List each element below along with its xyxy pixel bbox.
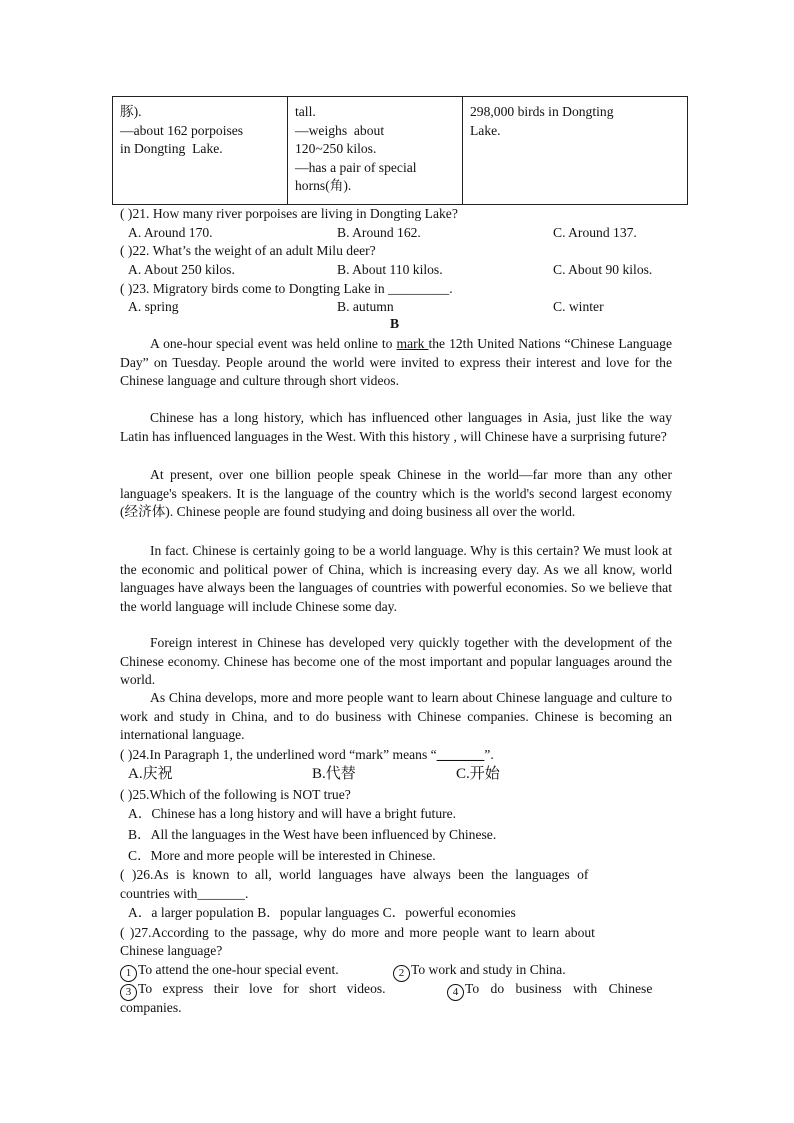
question-21-option-c[interactable]: C. Around 137. [553, 225, 637, 240]
paragraph-text: Chinese has a long history, which has influenced other languages in Asia, just like the way Latin has influenced languages in the West. With this history , will Chinese have a surprising future? [120, 410, 672, 444]
question-26-stem: ( )26.As is known to all, world languages have always been the languages of [120, 867, 589, 882]
passage-paragraph-1 [120, 335, 672, 391]
option-text: To attend the one-hour special event. [138, 962, 339, 977]
passage-paragraph-3 [120, 466, 672, 522]
info-table [112, 96, 688, 205]
section-heading: B [390, 316, 400, 331]
table-row [113, 97, 688, 205]
passage-paragraph-4 [120, 542, 672, 617]
question-24-stem [120, 746, 494, 765]
question-25-option-a[interactable]: A．Chinese has a long history and will have a bright future. [128, 806, 457, 821]
question-27-option-4[interactable] [447, 980, 652, 1001]
cell-line: —has a pair of special [295, 159, 417, 175]
question-25-option-b[interactable]: B．All the languages in the West have been influenced by Chinese. [128, 827, 497, 842]
question-25-option-c[interactable]: C．More and more people will be interested in Chinese. [128, 848, 436, 863]
paragraph-text: Foreign interest in Chinese has developed very quickly together with the development of the Chinese economy. Chinese has become one of the most important and popular languages around the world. [120, 635, 672, 688]
cell-line: 120~250 kilos. [295, 141, 377, 156]
table-cell-porpoises [113, 97, 288, 205]
cell-line: —weighs about [295, 122, 385, 138]
question-26-stem-cont: countries with_______. [120, 886, 249, 901]
cell-line: tall. [295, 104, 316, 119]
cell-line: Lake. [470, 122, 501, 138]
cell-line: in Dongting Lake. [120, 141, 223, 156]
question-24-option-a[interactable]: A.庆祝 [128, 766, 173, 782]
question-24-option-b[interactable]: B.代替 [312, 766, 356, 782]
paragraph-text: In fact. Chinese is certainly going to be a world language. Why is this certain? We must look at the economic and political power of China, which is increasing every day. As we all know, world languages have always been the languages of countries with powerful economies. So we believe that the world language will include Chinese some day. [120, 543, 672, 615]
cell-line: 298,000 birds in Dongting [470, 104, 614, 119]
question-27-option-3[interactable] [120, 980, 386, 1001]
question-23-option-c[interactable]: C. winter [553, 299, 604, 314]
question-22-option-c[interactable]: C. About 90 kilos. [553, 262, 653, 277]
question-27-stem-cont: Chinese language? [120, 943, 223, 958]
stem-text: ( )24.In Paragraph 1, the underlined word “mark” means “ [120, 747, 437, 762]
option-text: To work and study in China. [411, 962, 566, 977]
circled-number-4: 4 [447, 984, 464, 1001]
question-21-option-b[interactable]: B. Around 162. [337, 225, 421, 240]
passage-paragraph-5 [120, 634, 672, 690]
circled-number-2: 2 [393, 965, 410, 982]
cell-line: horns(角). [295, 178, 352, 193]
question-27-option-1[interactable] [120, 961, 339, 982]
question-27-stem: ( )27.According to the passage, why do more and more people want to learn about [120, 925, 595, 940]
question-27-option-2[interactable] [393, 961, 566, 982]
question-23-option-a[interactable]: A. spring [128, 299, 179, 314]
cell-line: 豚). [120, 104, 142, 119]
answer-blank[interactable]: _______ [436, 747, 485, 762]
paragraph-text: As China develops, more and more people want to learn about Chinese language and culture to work and study in China, and to do business with Chinese companies. Chinese is becoming an international language. [120, 690, 672, 743]
passage-paragraph-6 [120, 689, 672, 745]
option-text: To do business with Chinese [465, 981, 653, 996]
question-26-options[interactable]: A．a larger population B．popular languages C．powerful economies [128, 905, 516, 920]
paragraph-text: the 12th United Nations “Chinese Language Day” on Tuesday. People around the world were invited to express their interest and love for the Chinese language and culture through short videos. [120, 336, 672, 389]
underlined-word: mark [396, 336, 429, 351]
question-25-stem: ( )25.Which of the following is NOT true? [120, 787, 351, 802]
question-21-option-a[interactable]: A. Around 170. [128, 225, 213, 240]
circled-number-1: 1 [120, 965, 137, 982]
table-cell-birds [463, 97, 688, 205]
table-cell-milu-deer [288, 97, 463, 205]
cell-line: —about 162 porpoises [120, 122, 244, 138]
question-22-stem: ( )22. What’s the weight of an adult Milu deer? [120, 243, 376, 258]
question-21-stem: ( )21. How many river porpoises are living in Dongting Lake? [120, 206, 458, 221]
question-23-stem: ( )23. Migratory birds come to Dongting Lake in _________. [120, 281, 453, 296]
paragraph-text: A one-hour special event was held online to [150, 336, 397, 351]
question-24-option-c[interactable]: C.开始 [456, 766, 500, 782]
paragraph-text: At present, over one billion people speak Chinese in the world—far more than any other language's speakers. It is the language of the country which is the world's second largest economy (经济体). Chinese people are found studying and doing business all over the world. [120, 467, 672, 520]
question-27-option-4-cont: companies. [120, 1000, 182, 1015]
circled-number-3: 3 [120, 984, 137, 1001]
question-22-option-b[interactable]: B. About 110 kilos. [337, 262, 443, 277]
option-text: To express their love for short videos. [138, 981, 386, 996]
stem-text: ”. [484, 747, 494, 762]
question-23-option-b[interactable]: B. autumn [337, 299, 394, 314]
question-22-option-a[interactable]: A. About 250 kilos. [128, 262, 235, 277]
passage-paragraph-2 [120, 409, 672, 446]
